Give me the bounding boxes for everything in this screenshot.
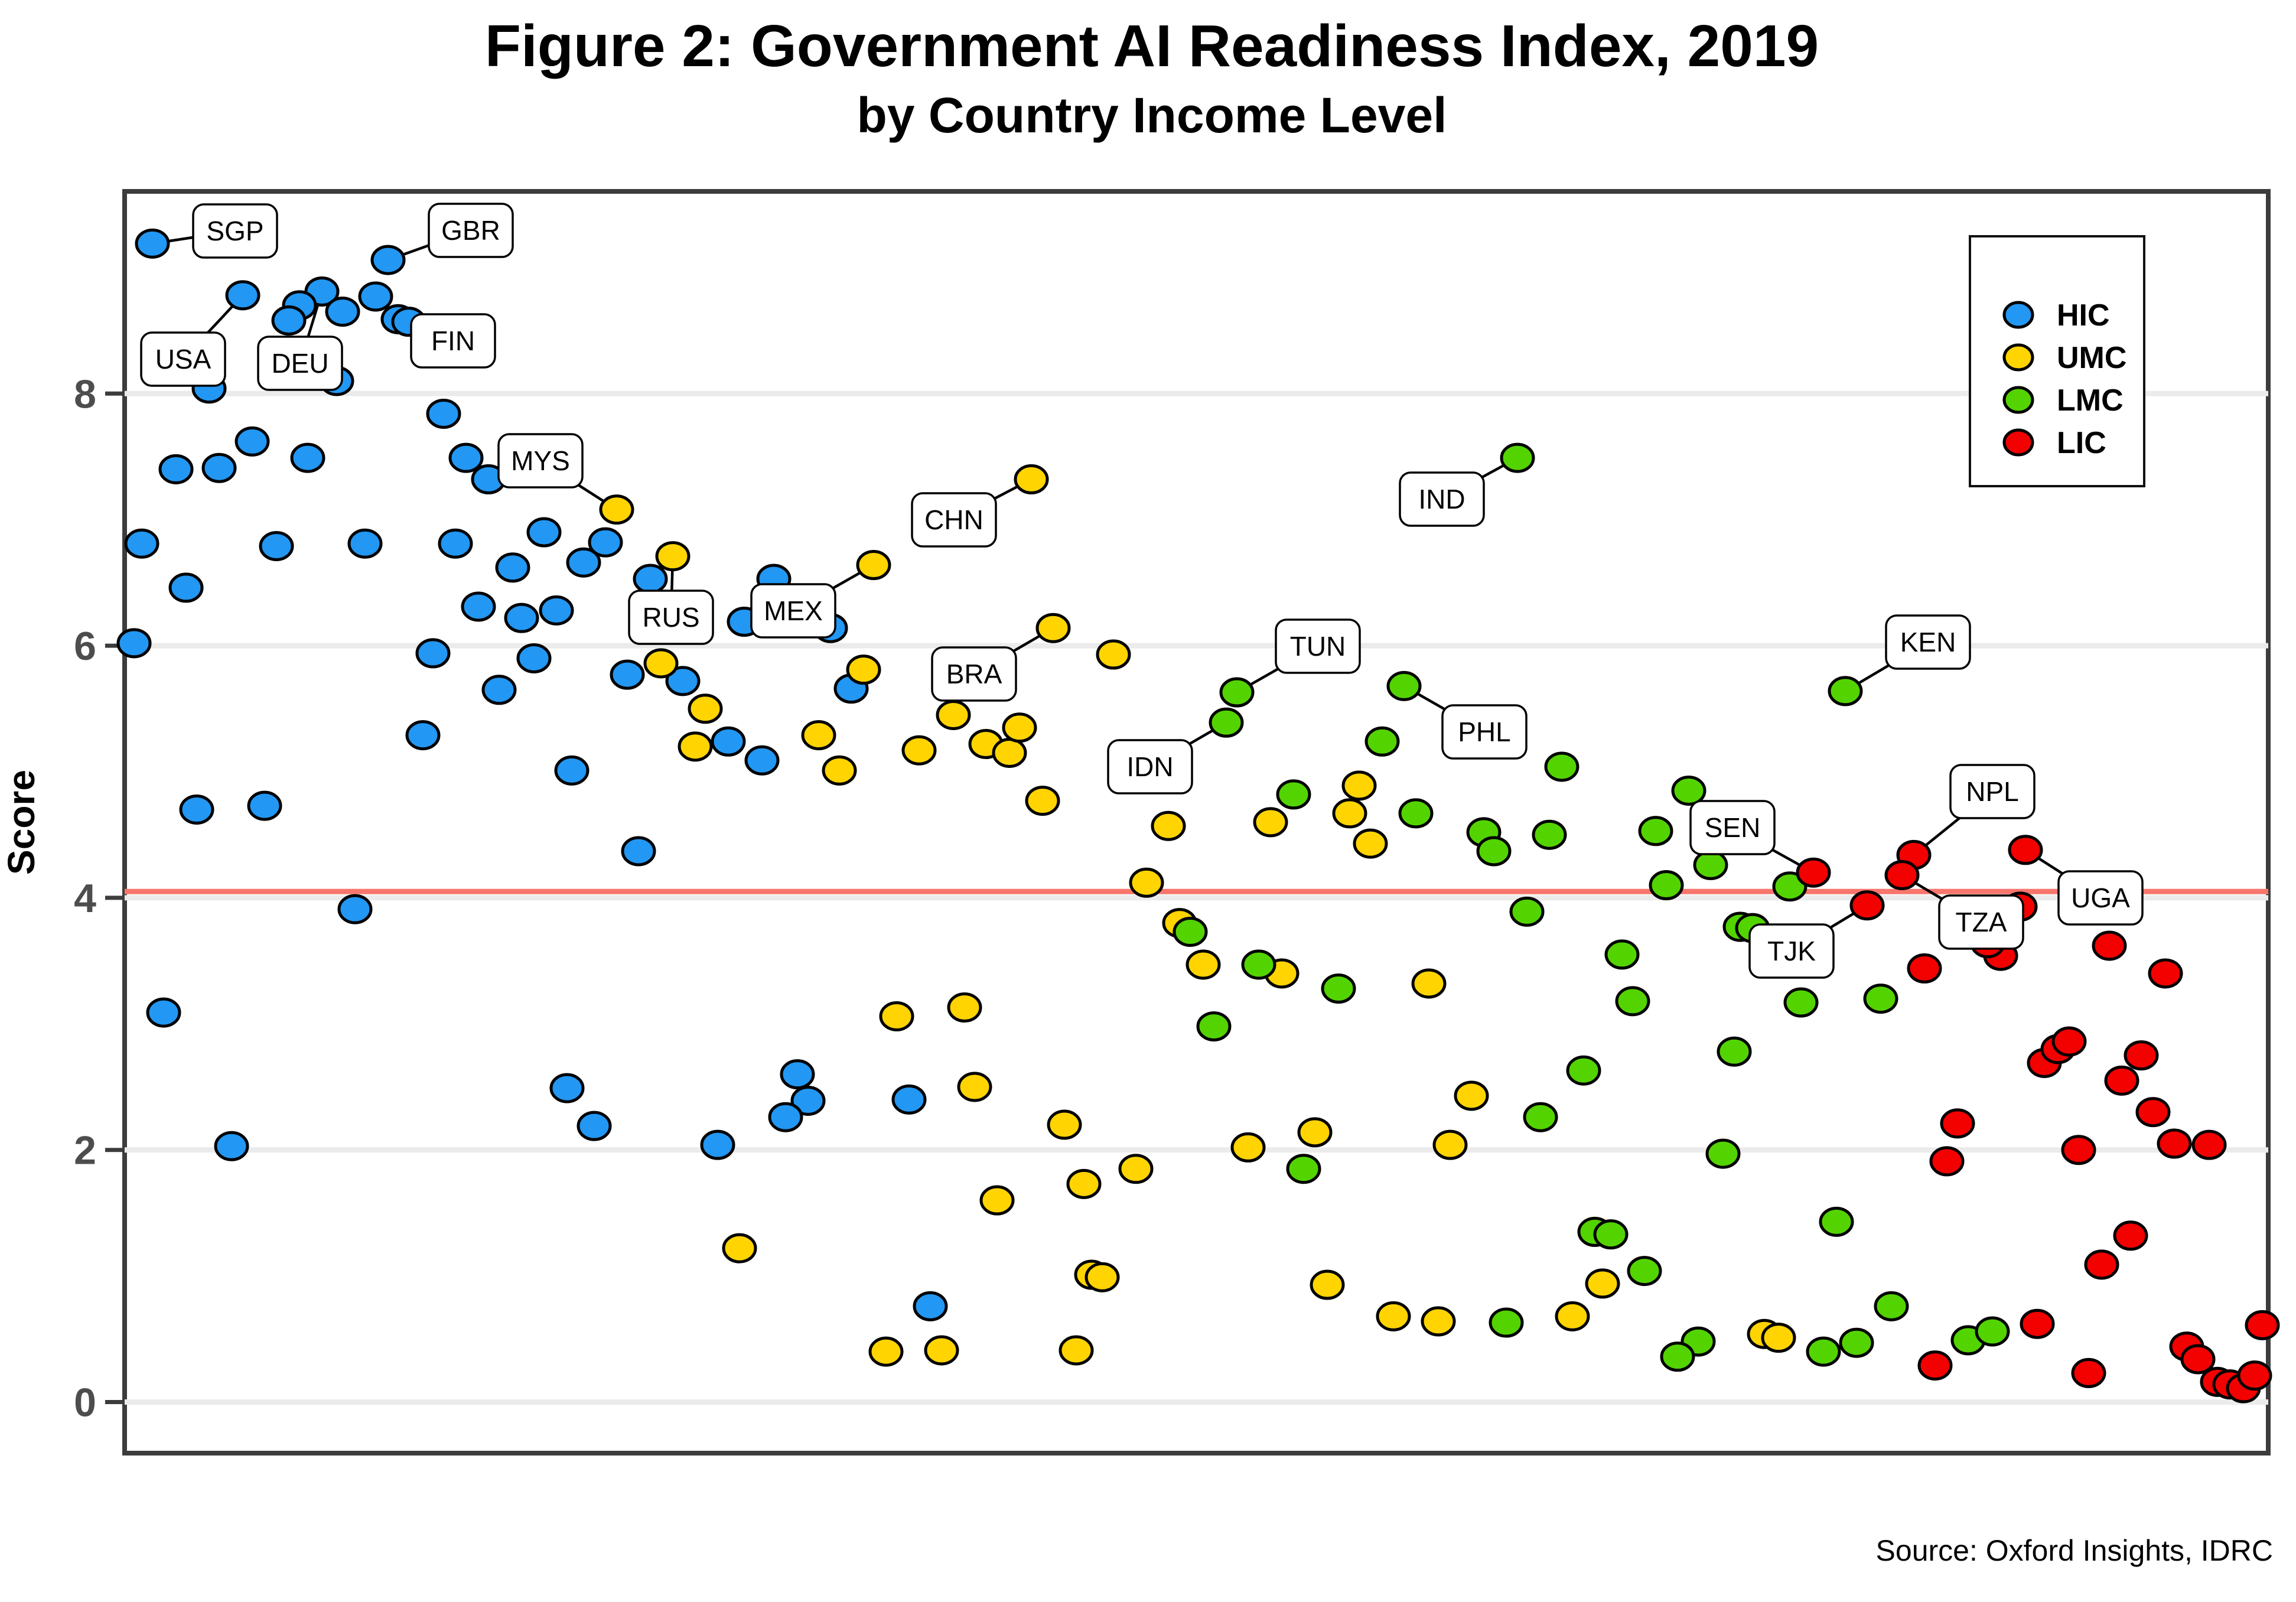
data-point-umc (1334, 800, 1366, 827)
data-point-lic (1919, 1352, 1951, 1379)
data-point-umc (1354, 830, 1386, 857)
data-point-lmc (1640, 818, 1672, 845)
data-point-lmc (1595, 1221, 1627, 1248)
data-point-lic (2193, 1131, 2225, 1158)
data-point-lic (2137, 1099, 2169, 1126)
data-point-umc (1434, 1131, 1466, 1158)
legend-swatch-umc (2004, 345, 2033, 370)
data-point-hic (702, 1131, 734, 1158)
country-label: TJK (1767, 936, 1816, 966)
data-point-hic (227, 282, 259, 309)
data-point-hic (327, 298, 359, 325)
data-point-hic (623, 838, 654, 865)
data-point-hic (770, 1103, 802, 1131)
data-point-hic (528, 519, 560, 546)
data-point-hic (148, 999, 180, 1026)
data-point-umc (1299, 1119, 1331, 1146)
data-point-lmc (1490, 1309, 1522, 1336)
data-point-hic (273, 307, 305, 334)
data-point-hic (506, 604, 538, 631)
data-point-hic (372, 246, 404, 273)
data-point-umc (959, 1073, 991, 1100)
data-point-umc (949, 994, 981, 1021)
data-point-lic (2010, 836, 2041, 864)
data-point-umc (1086, 1264, 1118, 1291)
country-label: GBR (441, 215, 500, 246)
country-label: SEN (1704, 812, 1761, 843)
data-point-umc (1027, 787, 1059, 815)
country-label: MEX (764, 595, 823, 626)
data-point-lmc (1718, 1038, 1750, 1065)
country-label: SGP (206, 216, 264, 246)
country-label: DEU (271, 348, 329, 379)
data-point-umc (1556, 1303, 1588, 1330)
data-point-umc (1120, 1155, 1152, 1183)
data-point-umc (1455, 1082, 1487, 1109)
data-point-umc (689, 695, 721, 722)
data-point-lmc (1174, 919, 1206, 946)
data-point-hic (439, 530, 471, 557)
data-point-umc (823, 757, 855, 784)
data-point-lmc (1388, 672, 1420, 699)
country-label: RUS (642, 602, 700, 633)
data-point-umc (937, 701, 969, 728)
data-point-umc (645, 650, 677, 677)
data-point-hic (611, 661, 643, 688)
data-point-hic (160, 455, 192, 483)
tick-label: 6 (74, 624, 96, 669)
chart-subtitle: by Country Income Level (856, 87, 1447, 143)
data-point-umc (1377, 1303, 1409, 1330)
data-point-umc (981, 1187, 1013, 1214)
data-point-umc (903, 737, 935, 764)
data-point-umc (724, 1235, 755, 1262)
legend-label-hic: HIC (2057, 298, 2110, 333)
data-point-umc (1097, 641, 1129, 668)
data-point-lmc (1808, 1338, 1839, 1365)
data-point-lmc (1533, 821, 1565, 848)
data-point-lic (2093, 932, 2125, 959)
data-point-hic (781, 1061, 813, 1088)
data-point-umc (1763, 1324, 1795, 1352)
data-point-hic (712, 728, 744, 755)
data-point-lic (2158, 1130, 2190, 1157)
data-point-hic (551, 1074, 583, 1102)
data-point-hic (518, 644, 550, 672)
data-point-hic (216, 1132, 247, 1160)
country-label: NPL (1966, 776, 2019, 807)
data-point-lic (1931, 1148, 1963, 1175)
data-point-lmc (1976, 1318, 2008, 1345)
country-label: CHN (924, 504, 983, 535)
data-point-lmc (1841, 1329, 1872, 1356)
plot-border (125, 191, 2268, 1453)
data-point-hic (578, 1112, 610, 1139)
data-point-lic (2086, 1251, 2118, 1278)
legend-label-umc: UMC (2057, 341, 2127, 375)
data-point-lmc (1366, 728, 1398, 755)
data-point-hic (249, 792, 281, 819)
data-point-lmc (1829, 678, 1861, 705)
country-label: KEN (1900, 627, 1956, 657)
data-point-umc (1255, 809, 1287, 836)
data-point-lmc (1546, 753, 1578, 780)
data-point-hic (590, 529, 621, 556)
country-label: MYS (511, 445, 570, 476)
data-point-umc (1152, 812, 1184, 839)
data-point-hic (170, 574, 202, 601)
data-point-lic (2125, 1042, 2157, 1069)
data-point-lmc (1785, 989, 1817, 1016)
data-point-lic (2239, 1362, 2271, 1389)
data-point-umc (1232, 1134, 1264, 1161)
data-point-lmc (1288, 1155, 1320, 1183)
data-point-lic (1909, 955, 1940, 982)
legend-swatch-lic (2004, 430, 2033, 455)
tick-label: 4 (74, 875, 96, 921)
data-point-lmc (1243, 951, 1275, 978)
data-point-lmc (1198, 1013, 1230, 1040)
data-point-hic (292, 444, 324, 471)
data-point-lmc (1568, 1057, 1600, 1084)
data-point-lmc (1650, 872, 1682, 899)
data-point-hic (136, 230, 168, 257)
data-point-umc (926, 1337, 958, 1364)
data-point-hic (634, 565, 666, 592)
data-point-hic (126, 530, 158, 557)
data-point-lic (2115, 1222, 2147, 1249)
data-point-hic (181, 796, 213, 823)
data-point-lmc (1210, 709, 1242, 736)
data-point-umc (1048, 1111, 1080, 1138)
data-point-umc (1311, 1271, 1343, 1298)
data-point-lmc (1875, 1292, 1907, 1320)
data-point-umc (1060, 1337, 1092, 1364)
data-point-hic (260, 533, 292, 560)
data-point-umc (1068, 1170, 1100, 1197)
data-point-lmc (1662, 1343, 1693, 1370)
data-point-lmc (1707, 1140, 1739, 1167)
country-label: IDN (1126, 751, 1174, 782)
source-note: Source: Oxford Insights, IDRC (1875, 1534, 2273, 1567)
chart-title: Figure 2: Government AI Readiness Index, 2019 (484, 13, 1819, 79)
data-point-umc (1587, 1270, 1618, 1297)
data-point-lmc (1606, 941, 1638, 968)
data-point-umc (1343, 772, 1375, 799)
data-point-hic (914, 1292, 946, 1320)
data-point-hic (746, 747, 778, 774)
data-point-lic (1942, 1110, 1973, 1137)
data-point-umc (870, 1338, 902, 1365)
data-point-lmc (1278, 781, 1310, 808)
data-point-hic (339, 896, 371, 923)
country-label: IND (1418, 484, 1465, 515)
data-point-lmc (1525, 1103, 1556, 1131)
data-point-lmc (1221, 679, 1253, 706)
data-point-umc (803, 722, 835, 749)
data-point-lmc (1502, 444, 1533, 471)
data-point-lic (2053, 1028, 2085, 1055)
data-point-umc (679, 733, 711, 760)
data-point-hic (417, 640, 449, 667)
tick-label: 8 (74, 372, 96, 417)
data-point-lmc (1617, 988, 1649, 1015)
data-point-umc (994, 739, 1025, 766)
data-point-hic (540, 597, 572, 624)
data-point-lmc (1400, 800, 1432, 827)
data-point-lmc (1511, 898, 1543, 925)
plot-area (74, 191, 2278, 1453)
data-point-hic (360, 283, 392, 310)
legend-label-lic: LIC (2057, 426, 2106, 460)
data-point-hic (450, 444, 482, 471)
data-point-hic (349, 530, 381, 557)
country-label: TUN (1289, 631, 1346, 662)
data-point-umc (881, 1002, 913, 1030)
data-point-lmc (1865, 985, 1897, 1012)
data-point-lmc (1323, 975, 1354, 1002)
data-point-hic (118, 630, 150, 657)
data-point-lic (1886, 861, 1918, 888)
data-point-umc (1413, 970, 1445, 997)
country-label: FIN (431, 325, 476, 356)
data-point-lic (2106, 1067, 2138, 1094)
data-point-lic (1797, 859, 1829, 886)
data-point-umc (1037, 614, 1069, 642)
data-point-hic (236, 428, 268, 455)
data-point-lic (2073, 1359, 2105, 1386)
data-point-umc (1015, 465, 1047, 493)
data-point-umc (1422, 1308, 1454, 1335)
data-point-hic (483, 676, 515, 704)
country-label: USA (155, 344, 211, 375)
country-label: UGA (2071, 883, 2130, 913)
country-label: TZA (1955, 907, 2007, 937)
data-point-hic (407, 722, 439, 749)
data-point-lmc (1820, 1208, 1852, 1235)
data-point-umc (1187, 951, 1219, 978)
legend-swatch-lmc (2004, 388, 2033, 412)
data-point-hic (893, 1086, 925, 1113)
data-point-umc (848, 656, 880, 683)
data-point-hic (428, 400, 460, 427)
data-point-hic (203, 454, 235, 481)
data-point-lic (1851, 892, 1883, 919)
data-point-lic (2063, 1137, 2095, 1164)
legend-swatch-hic (2004, 302, 2033, 327)
data-point-umc (657, 543, 689, 570)
data-point-hic (497, 554, 529, 581)
tick-label: 0 (74, 1380, 96, 1425)
data-point-lic (2246, 1311, 2278, 1339)
y-axis-label: Score (0, 770, 43, 875)
country-label: BRA (946, 659, 1002, 689)
data-point-lic (2150, 960, 2181, 987)
legend-label-lmc: LMC (2057, 383, 2124, 418)
tick-label: 2 (74, 1128, 96, 1173)
data-point-lmc (1629, 1258, 1660, 1285)
data-point-umc (1131, 869, 1162, 896)
data-point-umc (1004, 714, 1035, 741)
data-point-lmc (1695, 851, 1727, 878)
data-point-lic (2021, 1310, 2053, 1337)
data-point-hic (556, 757, 588, 784)
data-point-umc (858, 552, 890, 579)
country-label: PHL (1458, 717, 1511, 747)
data-point-lmc (1478, 838, 1510, 865)
data-point-umc (601, 496, 633, 523)
data-point-hic (463, 593, 494, 620)
